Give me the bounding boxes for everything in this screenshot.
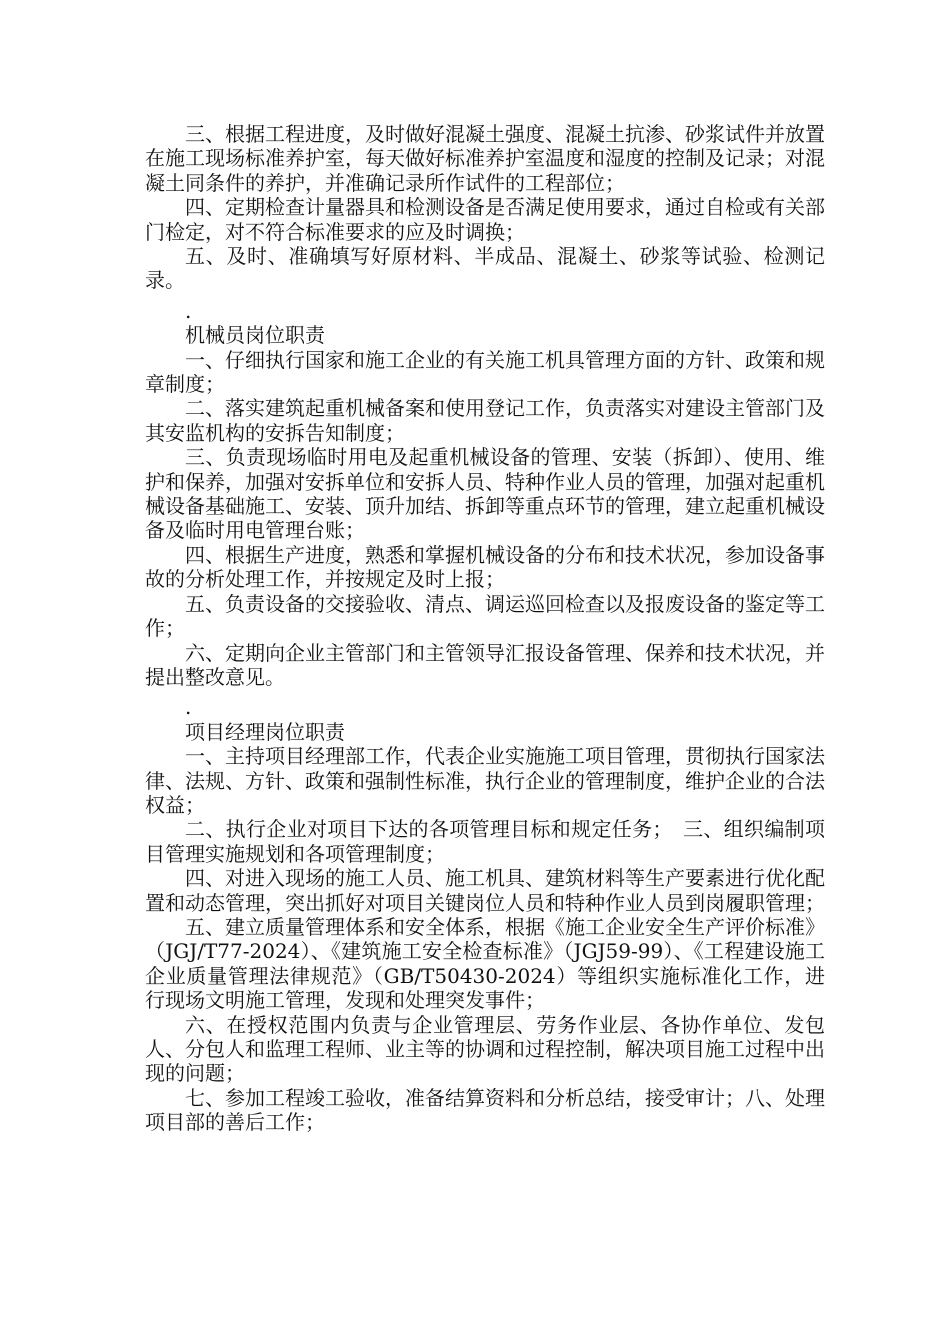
paragraph: 七、参加工程竣工验收，准备结算资料和分析总结，接受审计；八、处理项目部的善后工作； [145, 1085, 825, 1135]
paragraph: 一、主持项目经理部工作，代表企业实施施工项目管理，贯彻执行国家法律、法规、方针、政策和强制性标准，执行企业的管理制度，维护企业的合法权益； [145, 744, 825, 817]
paragraph: 六、定期向企业主管部门和主管领导汇报设备管理、保养和技术状况，并提出整改意见。 [145, 640, 825, 689]
paragraph: 二、执行企业对项目下达的各项管理目标和规定任务； 三、组织编制项目管理实施规划和各项管理制度； [145, 817, 825, 866]
paragraph: 三、根据工程进度，及时做好混凝土强度、混凝土抗渗、砂浆试件并放置在施工现场标准养护室，每天做好标准养护室温度和湿度的控制及记录；对混凝土同条件的养护，并准确记录所作试件的工程部位； [145, 122, 825, 195]
paragraph: 一、仔细执行国家和施工企业的有关施工机具管理方面的方针、政策和规章制度； [145, 347, 825, 397]
paragraph: 四、对进入现场的施工人员、施工机具、建筑材料等生产要素进行优化配置和动态管理，突出抓好对项目关键岗位人员和特种作业人员到岗履职管理； [145, 866, 825, 915]
document-body [145, 122, 825, 1135]
section-separator: . [185, 695, 192, 720]
paragraph: 四、根据生产进度，熟悉和掌握机械设备的分布和技术状况，参加设备事故的分析处理工作，并按规定及时上报； [145, 542, 825, 592]
paragraph: 六、在授权范围内负责与企业管理层、劳务作业层、各协作单位、发包人、分包人和监理工程师、业主等的协调和过程控制，解决项目施工过程中出现的问题； [145, 1012, 825, 1086]
section-heading: 机械员岗位职责 [185, 323, 325, 348]
paragraph: 四、定期检查计量器具和检测设备是否满足使用要求，通过自检或有关部门检定，对不符合标准要求的应及时调换； [145, 195, 825, 244]
section-separator: . [185, 298, 192, 323]
section-heading: 项目经理岗位职责 [185, 719, 345, 744]
paragraph: 二、落实建筑起重机械备案和使用登记工作，负责落实对建设主管部门及其安监机构的安拆告知制度； [145, 396, 825, 445]
paragraph: 五、建立质量管理体系和安全体系，根据《施工企业安全生产评价标准》（JGJ/T77-2024）、《建筑施工安全检查标准》（JGJ59-99）、《工程建设施工企业质量管理法律规范》（GB/T50430-2024）等组织实施标准化工作，进行现场文明施工管理，发现和处理突发事件； [145, 914, 825, 1013]
paragraph: 三、负责现场临时用电及起重机械设备的管理、安装（拆卸）、使用、维护和保养，加强对安拆单位和安拆人员、特种作业人员的管理，加强对起重机械设备基础施工、安装、顶升加结、拆卸等重点环节的管理，建立起重机械设备及临时用电管理台账； [145, 445, 825, 543]
paragraph: 五、及时、准确填写好原材料、半成品、混凝土、砂浆等试验、检测记录。 [145, 244, 825, 293]
paragraph: 五、负责设备的交接验收、清点、调运巡回检查以及报废设备的鉴定等工作； [145, 591, 825, 641]
